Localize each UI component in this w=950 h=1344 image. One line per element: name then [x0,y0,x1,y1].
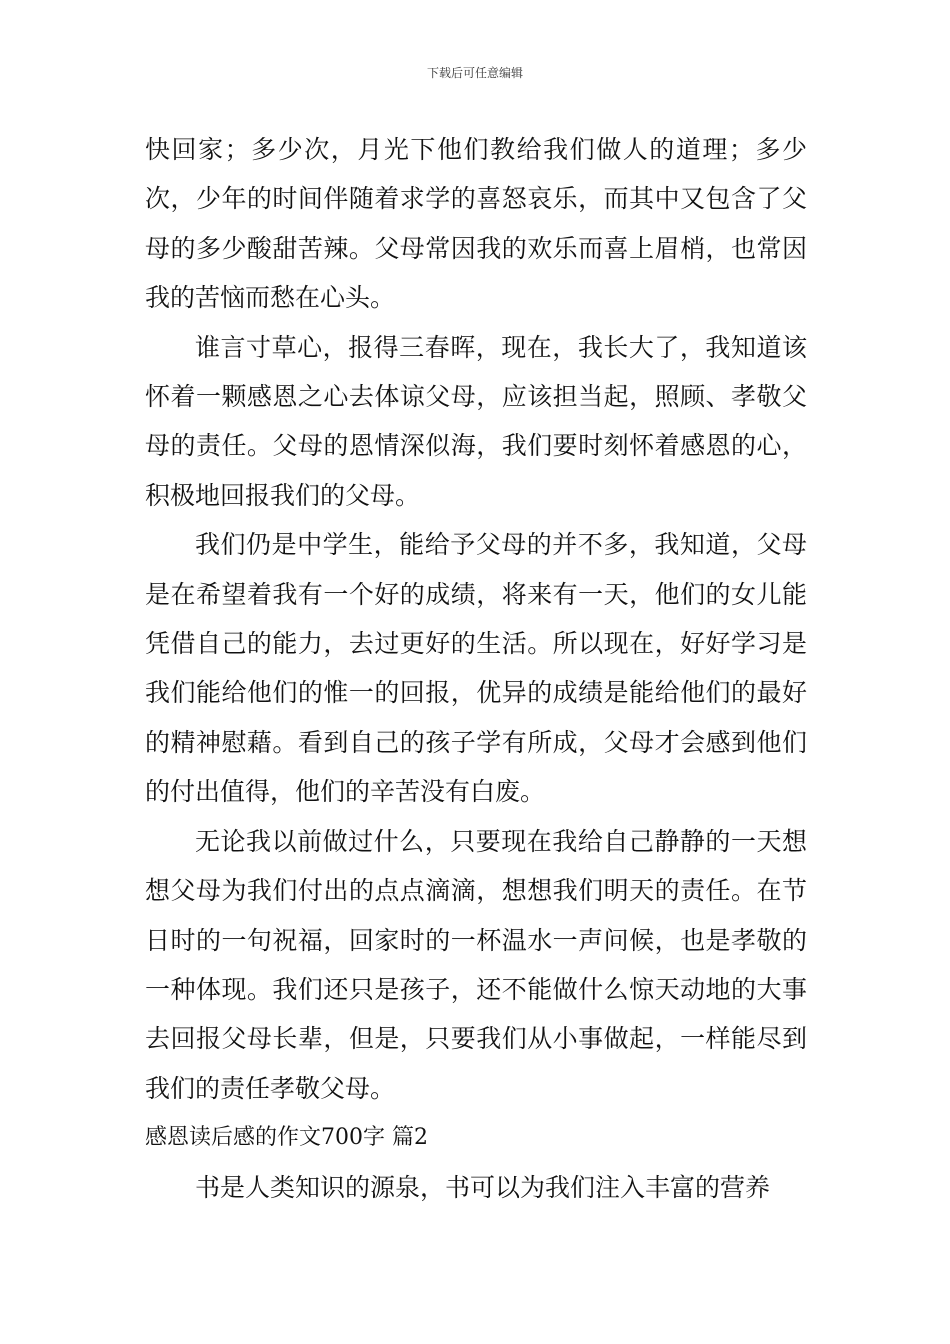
paragraph: 我们仍是中学生，能给予父母的并不多，我知道，父母是在希望着我有一个好的成绩，将来有一天，他们的女儿能凭借自己的能力，去过更好的生活。所以现在，好好学习是我们能给他们的惟一的回报，优异的成绩是能给他们的最好的精神慰藉。看到自己的孩子学有所成，父母才会感到他们的付出值得，他们的辛苦没有白废。 [145,530,807,807]
paragraph: 无论我以前做过什么，只要现在我给自己静静的一天想想父母为我们付出的点点滴滴，想想我们明天的责任。在节日时的一句祝福，回家时的一杯温水一声问候，也是孝敬的一种体现。我们还只是孩子，还不能做什么惊天动地的大事去回报父母长辈，但是，只要我们从小事做起，一样能尽到我们的责任孝敬父母。 [145,826,807,1103]
paragraph: 书是人类知识的源泉，书可以为我们注入丰富的营养 [195,1172,771,1202]
section-heading: 感恩读后感的作文700字 篇2 [145,1125,428,1151]
header-note: 下载后可任意编辑 [426,66,523,80]
paragraph: 谁言寸草心，报得三春晖，现在，我长大了，我知道该怀着一颗感恩之心去体谅父母，应该担当起，照顾、孝敬父母的责任。父母的恩情深似海，我们要时刻怀着感恩的心，积极地回报我们的父母。 [145,332,807,510]
document-body [145,125,807,1212]
paragraph-continued: 快回家；多少次，月光下他们教给我们做人的道理；多少次，少年的时间伴随着求学的喜怒哀乐，而其中又包含了父母的多少酸甜苦辣。父母常因我的欢乐而喜上眉梢，也常因我的苦恼而愁在心头。 [145,135,807,313]
